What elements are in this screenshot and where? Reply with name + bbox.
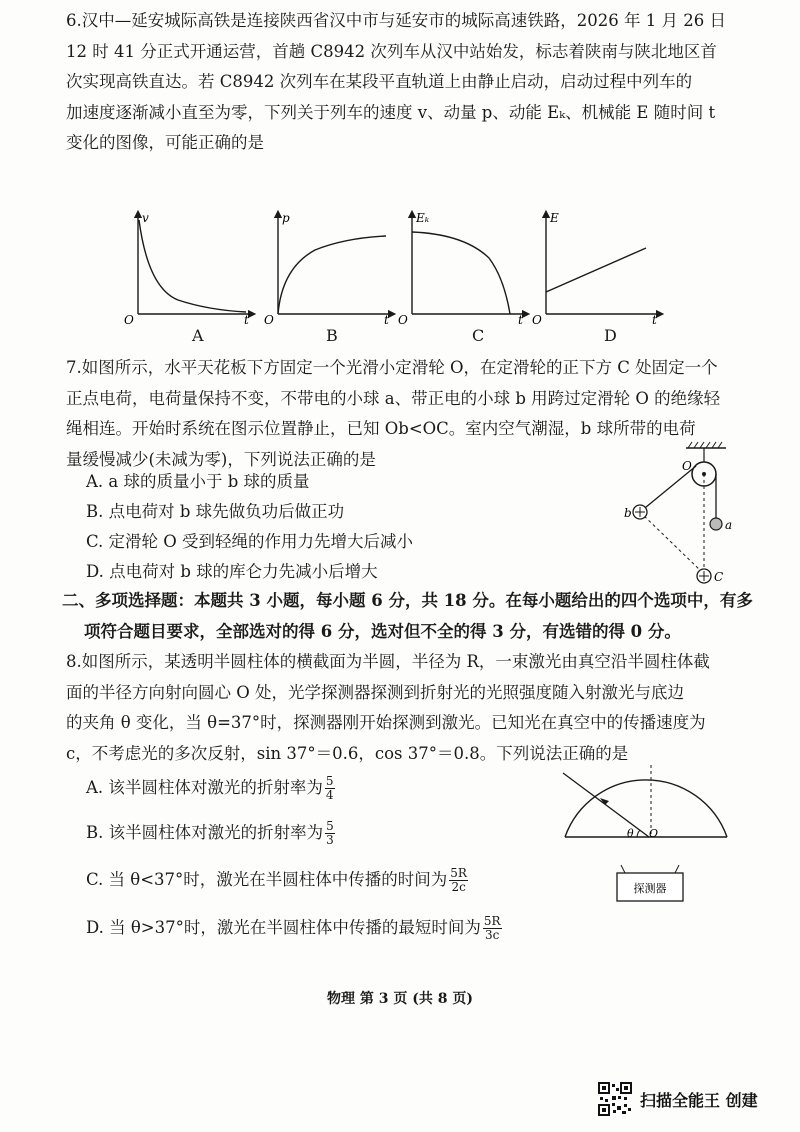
q7-figure [620,440,740,590]
fraction-numerator: 5R [450,866,467,880]
graph-b [260,208,400,326]
fraction-denominator: 2c [451,880,466,894]
fraction [325,775,335,802]
angle-arc [637,830,640,837]
q8-figure [555,765,735,915]
y-axis-label: v [142,211,149,225]
x-axis-label: t [384,313,389,326]
ball-a-icon [710,518,722,530]
origin-label: O [124,313,134,326]
origin-label: O [532,313,542,326]
graph-c [394,208,534,326]
fraction [483,915,502,942]
option-text: C. 当 θ<37°时，激光在半圆柱体中传播的时间为 [86,870,448,889]
ball-b-label: b [624,506,632,520]
q7-option-d: D. 点电荷对 b 球的库仑力先减小后增大 [86,562,378,581]
y-axis-label: Eₖ [416,211,430,225]
graph-b-label: B [326,326,338,345]
question-8 [66,647,756,769]
laser-ray [563,773,649,837]
pulley-label: O [682,459,692,473]
detector-antenna-left [621,865,625,873]
curve-c [412,232,510,314]
q8-option-a [86,773,335,803]
line-d [546,248,646,292]
q7-option-c: C. 定滑轮 O 受到轻绳的作用力先增大后减小 [86,532,414,551]
q8-line: c，不考虑光的多次反射，sin 37°＝0.6，cos 37°＝0.8。下列说法正确的是 [66,743,629,763]
q8-option-c [86,865,468,895]
fraction-numerator: 5R [483,914,501,928]
q8-line: 的夹角 θ 变化，当 θ=37°时，探测器刚开始探测到激光。已知光在真空中的传播速度为 [66,713,706,732]
q8-line: 8.如图所示，某透明半圆柱体的横截面为半圆，半径为 R，一束激光由真空沿半圆柱体截 [66,652,710,671]
q7-line: 正点电荷，电荷量保持不变，不带电的小球 a、带正电的小球 b 用跨过定滑轮 O 的绝缘轻 [66,388,721,408]
y-axis-label: p [282,211,290,225]
angle-label: θ [627,827,634,840]
graph-d [528,208,668,326]
q6-line: 变化的图像，可能正确的是 [66,133,264,152]
fraction-numerator: 5 [326,819,334,833]
x-axis-label: t [518,313,523,326]
y-axis-label: E [550,211,559,225]
detector-label: 探测器 [633,882,667,895]
scanner-stamp [598,1082,758,1116]
detector [617,865,683,901]
section-2-line: 二、多项选择题：本题共 3 小题，每小题 6 分，共 18 分。在每小题给出的四个选项中，有多 [62,591,753,610]
charge-label: C [714,570,724,584]
option-text: D. 当 θ>37°时，激光在半圆柱体中传播的最短时间为 [86,918,481,937]
graph-c-label: C [472,326,485,345]
b-to-c-dashed [640,512,702,572]
curve-b [278,236,386,314]
fraction-denominator: 4 [325,788,334,802]
ball-a-label: a [725,518,733,532]
question-6 [66,6,756,159]
qr-code-icon [598,1082,632,1116]
q8-option-b [86,818,335,848]
ceiling-hatch [688,442,722,448]
fraction [325,820,335,847]
q7-line: 7.如图所示，水平天花板下方固定一个光滑小定滑轮 O，在定滑轮的正下方 C 处固定一个 [66,358,718,377]
graph-d-label: D [604,326,617,345]
q7-line: 绳相连。开始时系统在图示位置静止，已知 Ob<OC。室内空气潮湿，b 球所带的电荷 [66,419,696,438]
q6-line: 12 时 41 分正式开通运营，首趟 C8942 次列车从汉中站始发，标志着陕南与陕北地区首 [66,41,717,61]
q6-line: 次实现高铁直达。若 C8942 次列车在某段平直轨道上由静止启动，启动过程中列车的 [66,72,693,91]
origin-label: O [398,313,408,326]
q8-line: 面的半径方向射向圆心 O 处，光学探测器探测到折射光的光照强度随入射激光与底边 [66,682,685,702]
fraction-denominator: 3 [326,833,334,847]
q6-line: 加速度逐渐减小直至为零，下列关于列车的速度 v、动量 p、动能 Eₖ、机械能 E 随时间 t [66,102,716,122]
fraction [449,867,468,894]
fraction-numerator: 5 [325,774,334,788]
x-axis-label: t [652,313,657,326]
x-axis-label: t [244,313,249,326]
curve-a [139,220,246,312]
option-text: A. 该半圆柱体对激光的折射率为 [86,778,323,797]
origin-label: O [264,313,274,326]
fraction-denominator: 3c [485,928,500,942]
q7-option-a: A. a 球的质量小于 b 球的质量 [86,472,310,491]
page-footer: 物理 第 3 页 (共 8 页) [327,991,473,1007]
graph-a [118,208,258,326]
section-2-heading [62,586,762,647]
option-text: B. 该半圆柱体对激光的折射率为 [86,823,324,842]
detector-antenna-right [675,865,679,873]
semicircle [565,780,727,837]
graph-a-label: A [192,326,204,345]
stamp-text: 扫描全能王 创建 [640,1090,758,1110]
q8-option-d [86,913,502,943]
q7-line: 量缓慢减少(未减为零)，下列说法正确的是 [66,449,376,469]
section-2-line: 项符合题目要求，全部选对的得 6 分，选对但不全的得 3 分，有选错的得 0 分。 [84,621,681,641]
q6-line: 6.汉中—延安城际高铁是连接陕西省汉中市与延安市的城际高速铁路，2026 年 1 月 26 日 [66,11,726,30]
center-label: O [649,827,659,840]
q7-option-b: B. 点电荷对 b 球先做负功后做正功 [86,502,345,521]
